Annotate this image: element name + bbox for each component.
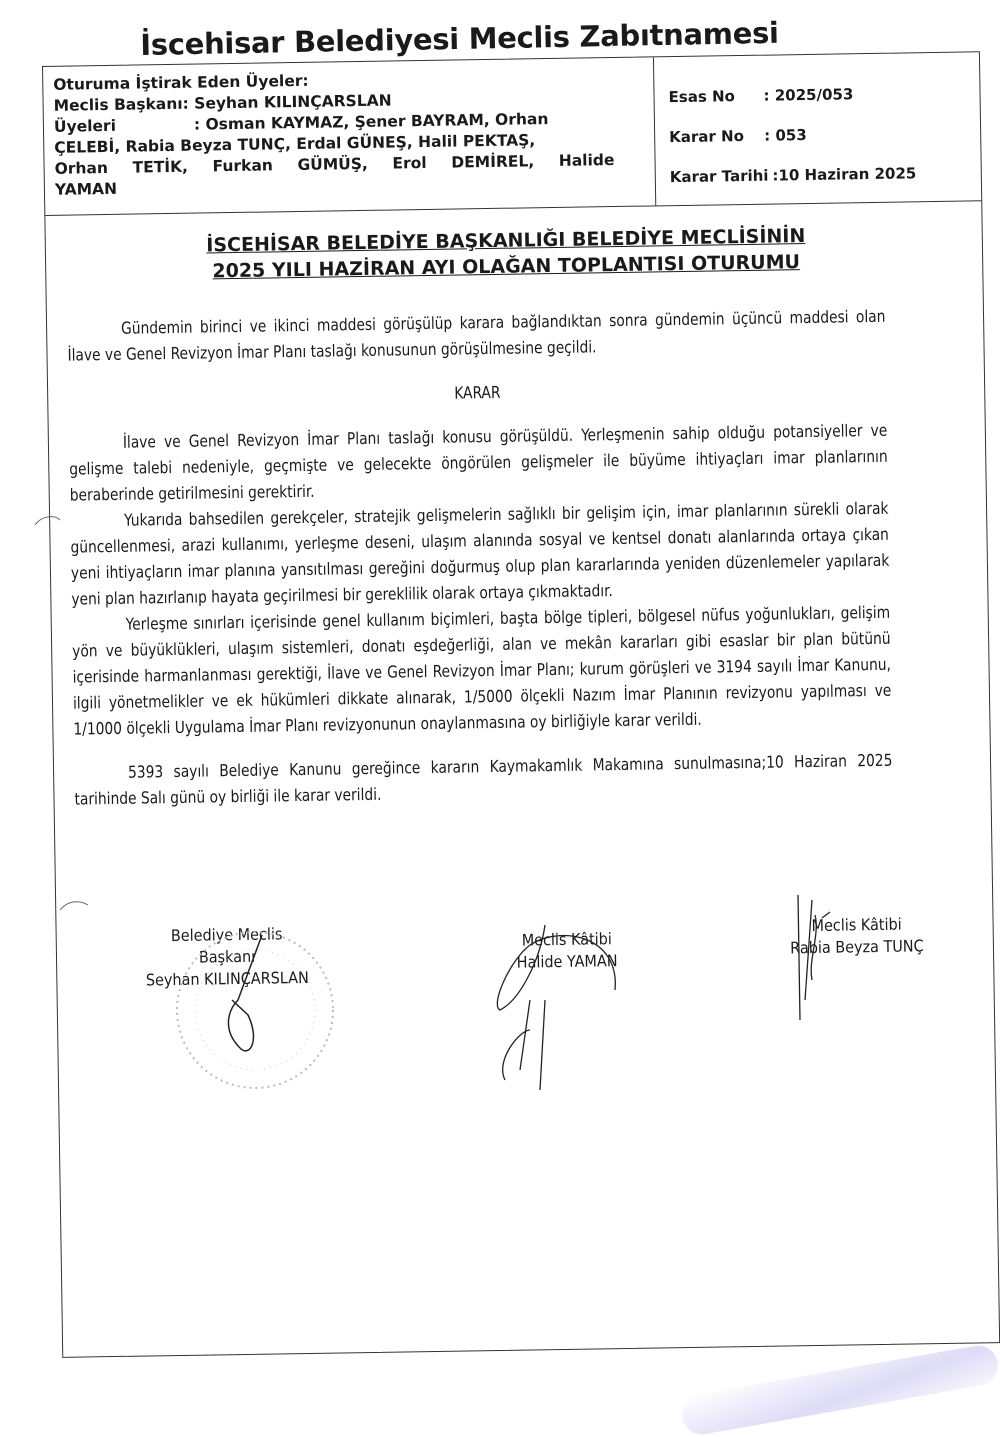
member-word: TETİK, [132, 157, 189, 177]
karar-tarihi-row [670, 152, 971, 197]
body-paragraph: Yukarıda bahsedilen gerekçeler, stratejik gelişmelerin sağlıklı bir gelişim için, imar planlarının sürekli olarak güncellenmesi, arazi kullanımı, yerleşme deseni, ulaşım alanında sosyal ve kentsel donatı alanlarında ortaya çıkan yeni ihtiyaçların imar planına yansıtılması gereğini doğurmuş olup plan kararlarında yeniden düzenlemeler yapılarak yeni plan hazırlanıp hayata geçirilmesi bir gereklilik olarak ortaya çıkmaktadır. [70, 498, 890, 609]
body-paragraph: Yerleşme sınırları içerisinde genel kullanım biçimleri, başta bölge tipleri, bölgesel nüfus yoğunlukları, gelişim yön ve büyüklükleri, ulaşım sistemleri, donatı eşdeğerliği, alan ve mekân kararları gibi esaslar bir plan bütünü içerisinde harmanlanması gerektiği, İlave ve Genel Revizyon İmar Planı; kurum görüşleri ve 3194 sayılı İmar Kanunu, ilgili yönetmelikler ve ek hükümleri dikkate alınarak, 1/5000 ölçekli Nazım İmar Planının revizyonu yapılması ve 1/1000 ölçekli Uygulama İmar Planı revizyonunun onaylanmasına oy birliğiyle karar verildi. [72, 602, 892, 739]
esas-no-row [668, 72, 969, 117]
section-heading [146, 222, 867, 285]
chair-label: Meclis Başkanı: [53, 94, 189, 115]
esas-no-value: : 2025/053 [763, 85, 854, 105]
signature-block-clerk-2 [766, 913, 947, 960]
attendees-block [53, 66, 635, 201]
members-label: Üyeleri [53, 116, 117, 136]
body-text [67, 304, 893, 813]
members-text-1: : Osman KAYMAZ, Şener BAYRAM, Orhan [193, 110, 549, 134]
signatory-name: Rabia Beyza TUNÇ [790, 936, 924, 958]
member-word: Halide [558, 151, 615, 170]
signatory-role: Belediye Meclis [170, 924, 283, 946]
member-word: GÜMÜŞ, [297, 154, 369, 174]
karar-no-label: Karar No [669, 126, 745, 147]
member-word: Furkan [212, 156, 274, 176]
body-paragraph: 5393 sayılı Belediye Kanunu gereğince kararın Kaymakamlık Makamına sunulmasına;10 Haziran 2025 tarihinde Salı günü oy birliği ile karar verildi. [74, 750, 893, 809]
body-paragraph: İlave ve Genel Revizyon İmar Planı taslağı konusu görüşüldü. Yerleşmenin sahip olduğu potansiyeller ve gelişme talebi nedeniyle, geçmişte ve gelecekte öngörülen gelişmeler ile büyüme ihtiyaçları imar planlarının beraberinde getirilmesini gerektirir. [69, 420, 888, 505]
member-word: DEMİREL, [451, 152, 535, 172]
scan-smudge [679, 1343, 1000, 1437]
signatory-role: Başkanı [198, 946, 256, 967]
attendees-heading: Oturuma İştirak Eden Üyeler: [53, 71, 309, 94]
document-frame [42, 51, 1000, 1358]
signatory-role: Meclis Kâtibi [521, 929, 612, 950]
signatory-name: Seyhan KILINÇARSLAN [145, 967, 309, 990]
signature-block-chair [128, 923, 327, 992]
header-box [43, 52, 981, 216]
karar-tarihi-label: Karar Tarihi [669, 166, 769, 187]
page-title: İscehisar Belediyesi Meclis Zabıtnamesi [140, 15, 779, 62]
section-heading-line-1: İSCEHİSAR BELEDİYE BAŞKANLIĞI BELEDİYE MECLİSİNİN [206, 225, 806, 257]
member-word: Orhan [54, 158, 109, 178]
member-word: Erol [392, 153, 427, 173]
section-heading-line-2: 2025 YILI HAZİRAN AYI OLAĞAN TOPLANTISI OTURUMU [212, 251, 801, 283]
karar-no-value: : 053 [764, 125, 807, 145]
karar-no-row [669, 112, 970, 157]
case-info [668, 72, 970, 197]
members-line-2: ÇELEBİ, Rabia Beyza TUNÇ, Erdal GÜNEŞ, Halil PEKTAŞ, [54, 131, 536, 157]
intro-paragraph: Gündemin birinci ve ikinci maddesi görüşülüp karara bağlandıktan sonra gündemin üçüncü maddesi olan İlave ve Genel Revizyon İmar Planı taslağı konusunun görüşülmesine geçildi. [67, 306, 886, 365]
signature-block-clerk-1 [495, 928, 640, 974]
signatory-name: Halide YAMAN [516, 951, 618, 972]
esas-no-label: Esas No [668, 87, 736, 107]
karar-label: KARAR [454, 382, 501, 403]
signatory-role: Meclis Kâtibi [811, 914, 902, 936]
karar-tarihi-value: :10 Haziran 2025 [772, 164, 917, 185]
chair-name: Seyhan KILINÇARSLAN [194, 91, 392, 113]
members-line-4: YAMAN [54, 179, 118, 199]
header-divider [653, 57, 656, 205]
